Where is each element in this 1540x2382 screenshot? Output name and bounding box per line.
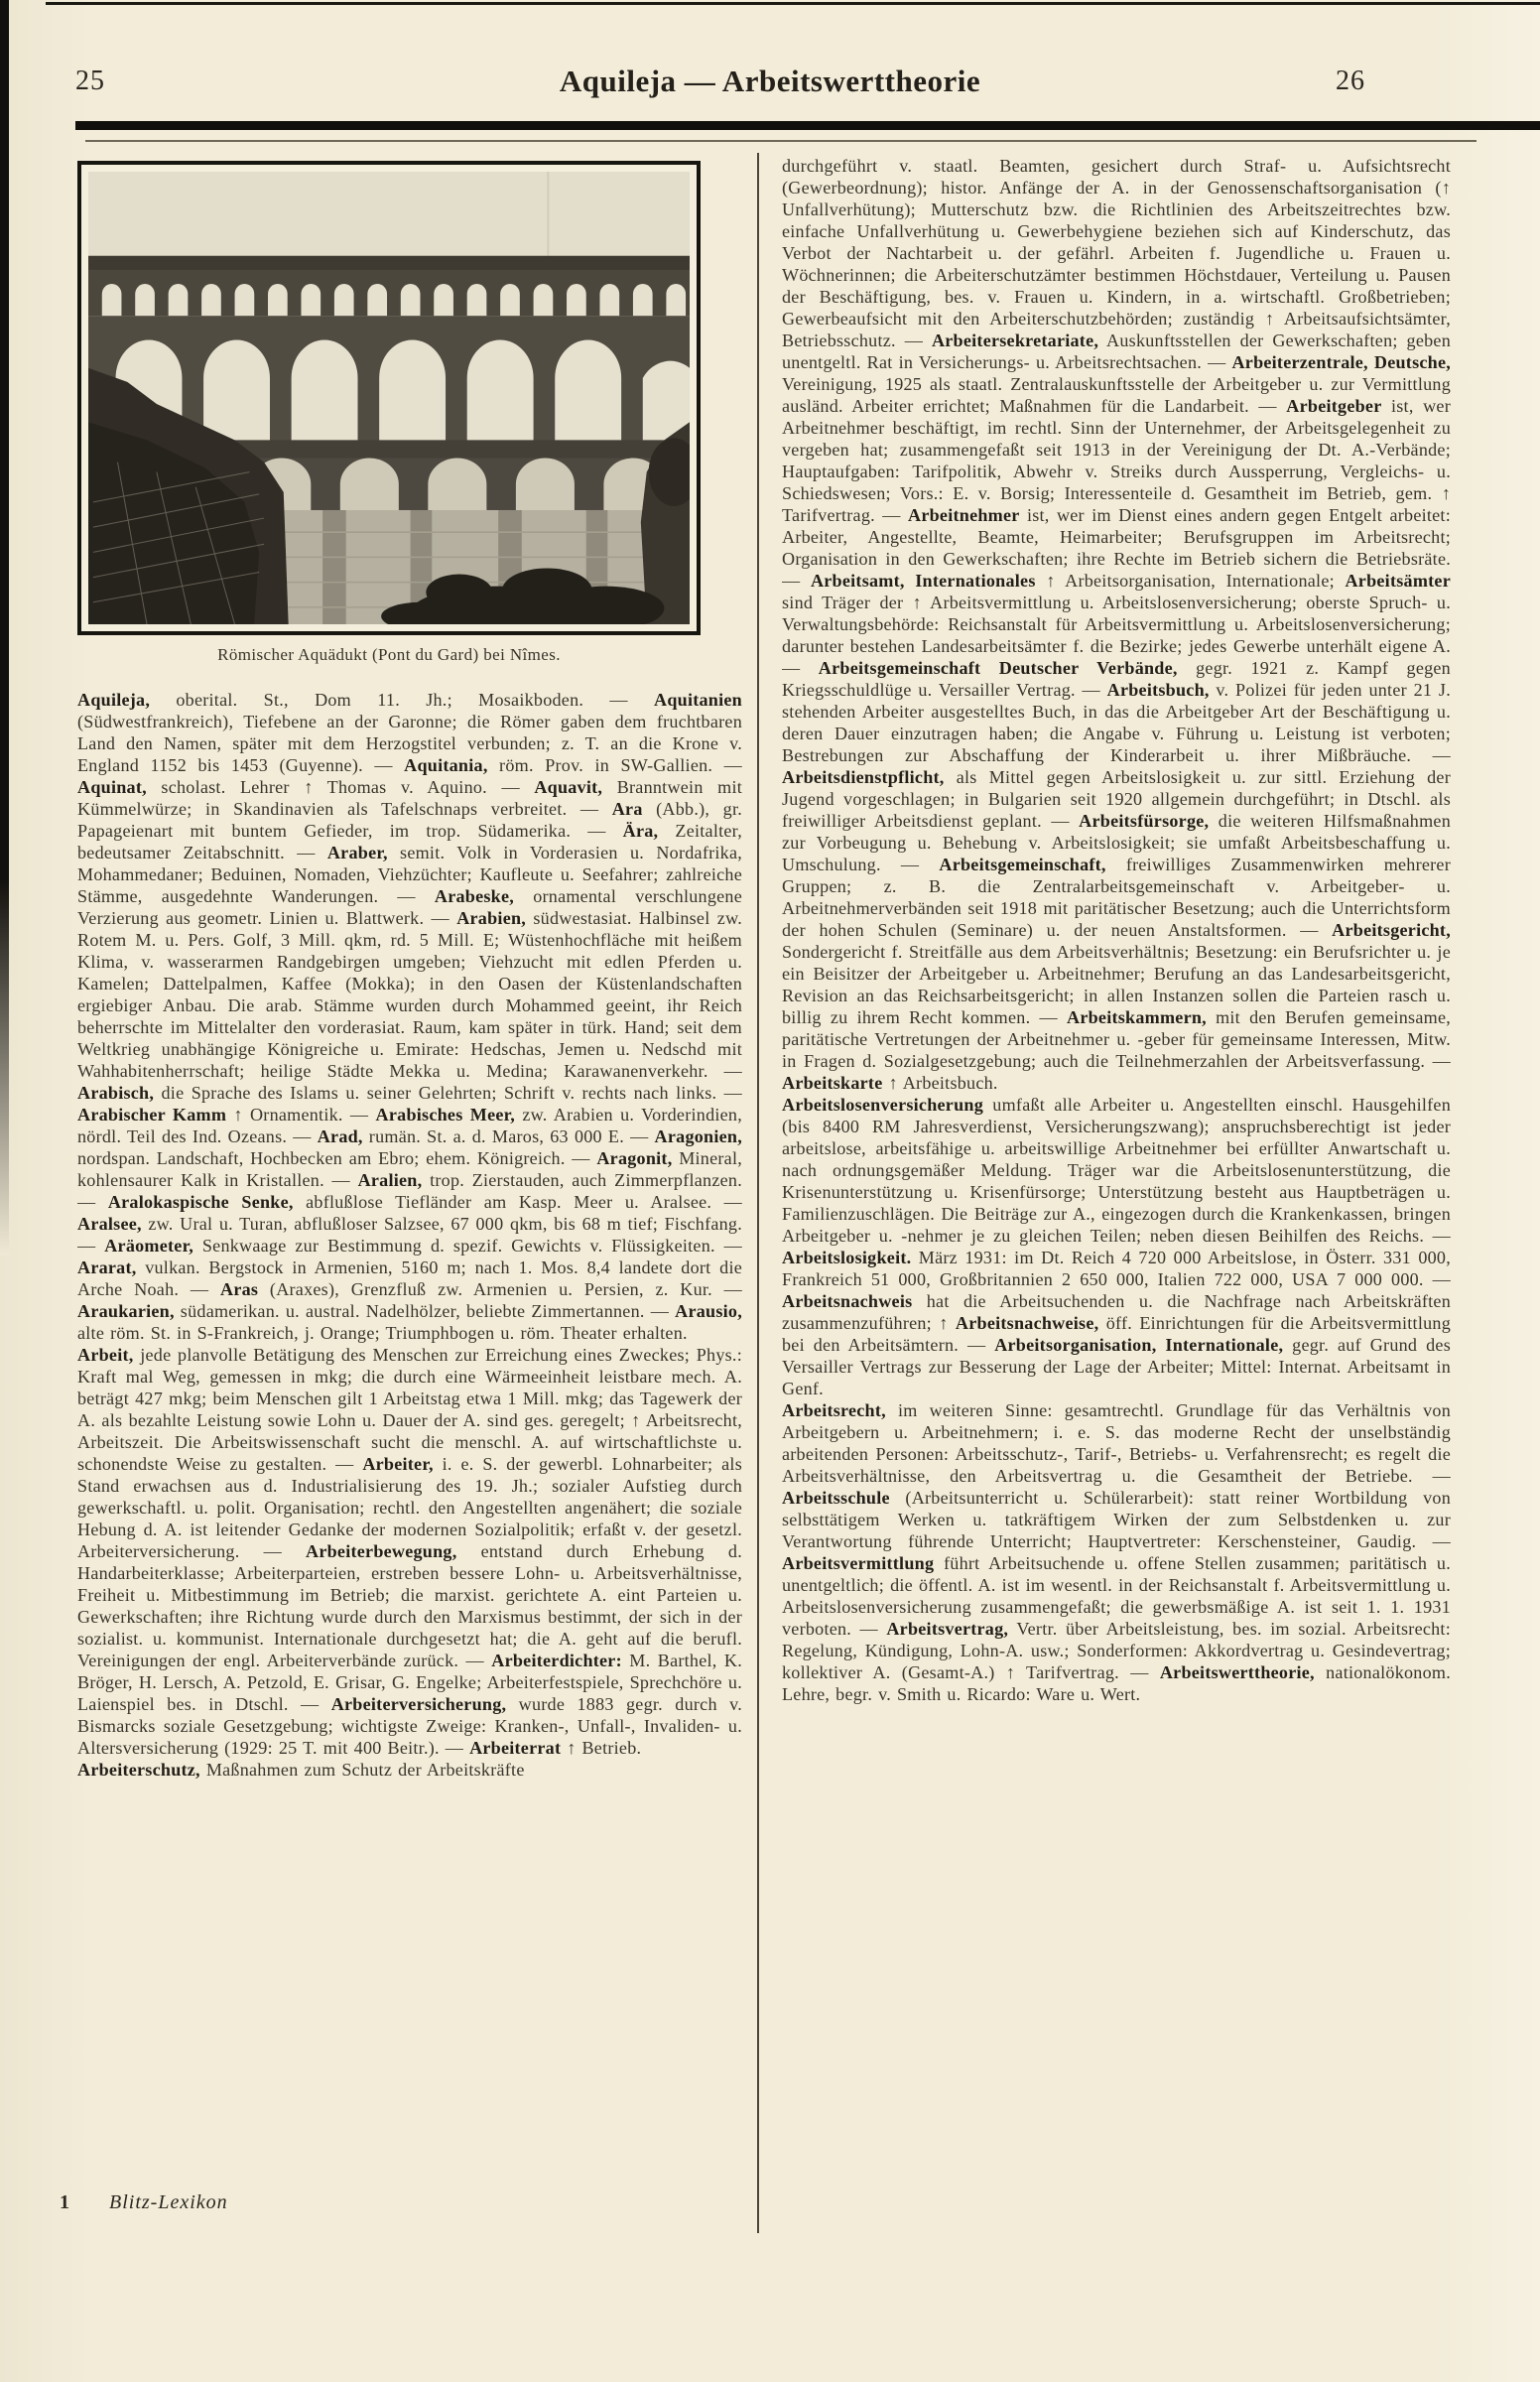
entry-headword: Aquinat, — [77, 777, 147, 797]
entry-text: zw. Ural u. Turan, abflußloser Salzsee, 67 000 qkm, bis 68 m tief; Fischfang. — — [77, 1214, 742, 1256]
entry-headword: Aquitania, — [404, 755, 488, 775]
entry-text: v. Polizei für jeden unter 21 J. stehenden Arbeiter ausgestelltes Buch, in das die Arbeitgeber Art der Beschäftigung u. deren Dauer einzutragen haben; die Angabe v. Führung u. Leistung ist verboten; Bestrebungen zur Abschaffung der Kinderarbeit u. ihrer Mißbräuche. — — [782, 680, 1451, 765]
entry-text: Vereinigung, 1925 als staatl. Zentralauskunftsstelle der Arbeitgeber u. zur Vermittlung ausländ. Arbeiter errichtet; Maßnahmen für die Landarbeit. — — [782, 374, 1451, 416]
imprint-label: Blitz-Lexikon — [109, 2191, 228, 2213]
entry-paragraph — [782, 1094, 1451, 1399]
entry-text: ↑ Betrieb. — [561, 1738, 642, 1758]
entry-headword: Arbeitsschule — [782, 1488, 890, 1508]
entry-headword: Arbeiterrat — [469, 1738, 562, 1758]
entry-headword: Aralsee, — [77, 1214, 142, 1234]
header-rule-thin — [85, 140, 1476, 142]
entry-headword: Arbeitslosenversicherung — [782, 1095, 983, 1115]
entry-text: öff. Einrichtungen für die Arbeitsvermittlung bei den Arbeitsämtern. — — [782, 1313, 1451, 1355]
entry-headword: Arbeitsvermittlung — [782, 1553, 935, 1573]
scan-edge-top — [46, 2, 1540, 5]
entry-headword: Arbeiterbewegung, — [306, 1541, 457, 1561]
entry-headword: Arbeitsämter — [1345, 571, 1451, 591]
entry-headword: Aragonit, — [596, 1148, 673, 1168]
entry-text: sind Träger der ↑ Arbeitsvermittlung u. Arbeitslosenversicherung; oberste Spruch- u. Verwaltungsbehörde: Reichsanstalt für Arbeitsvermittlung u. Arbeitslosenversicherung; darunter bestehen Landesarbeitsämter f. die Bezirke; jedes Gewerbe unterhält eigene A. — — [782, 593, 1451, 678]
entry-text: vulkan. Bergstock in Armenien, 5160 m; nach 1. Mos. 8,4 landete dort die Arche Noah. — — [77, 1257, 742, 1299]
entry-headword: Aräometer, — [104, 1236, 193, 1256]
entry-headword: Arbeitsgericht, — [1332, 920, 1451, 940]
entry-text: als Mittel gegen Arbeitslosigkeit u. zur sittl. Erziehung der Jugend vorgeschlagen; in Bulgarien seit 1920 allgemein durchgeführt; in Dtschl. als freiwilliger Arbeitsdienst geplant. — — [782, 767, 1451, 831]
entry-headword: Arbeitnehmer — [908, 505, 1020, 525]
entry-text: wurde 1883 gegr. durch v. Bismarcks soziale Gesetzgebung; wichtigste Zweige: Kranken-, Unfall-, Invaliden- u. Altersversicherung (1929: 25 T. mit 400 Beitr.). — — [77, 1694, 742, 1758]
entry-headword: Arausio, — [675, 1301, 742, 1321]
entry-text: nationalökonom. Lehre, begr. v. Smith u. Ricardo: Ware u. Wert. — [782, 1662, 1451, 1704]
entry-text: führt Arbeitsuchende u. offene Stellen zusammen; paritätisch u. unentgeltlich; die öffentl. A. ist im wesentl. in der Reichsanstalt f. Arbeitsvermittlung u. Arbeitslosenversicherung zusammengefaßt; die gewerbsmäßige A. ist seit 1. 1. 1931 verboten. — — [782, 1553, 1451, 1639]
entry-headword: Arbeitsfürsorge, — [1079, 811, 1210, 831]
entry-headword: Arbeiterversicherung, — [330, 1694, 507, 1714]
entry-headword: Arabeske, — [434, 886, 515, 906]
entry-text: gegr. 1921 z. Kampf gegen Kriegsschuldlüge u. Versailler Vertrag. — — [782, 658, 1451, 700]
entry-headword: Arbeitsnachweise, — [955, 1313, 1099, 1333]
entry-text: die weiteren Hilfsmaßnahmen zur Vorbeugung u. Behebung v. Arbeitslosigkeit; sie umfaßt Arbeitsbeschaffung u. Umschulung. — — [782, 811, 1451, 874]
entry-headword: Ära, — [622, 821, 659, 841]
entry-text: Mineral, kohlensaurer Kalk in Kristallen. — — [77, 1148, 742, 1190]
entry-text: (Araxes), Grenzfluß zw. Armenien u. Persien, z. Kur. — — [258, 1279, 742, 1299]
entry-paragraph — [77, 689, 742, 1344]
entry-text: die Sprache des Islams u. seiner Gelehrten; Schrift v. rechts nach links. — — [154, 1083, 742, 1103]
entry-text: oberital. St., Dom 11. Jh.; Mosaikboden. — — [150, 690, 655, 710]
entry-text: im weiteren Sinne: gesamtrechtl. Grundlage für das Verhältnis von Arbeitgebern u. Arbeitnehmern; i. e. S. das moderne Recht der unselbständig arbeitenden Personen: Arbeitsschutz-, Tarif-, Betriebs- u. Verfahrensrecht; es regelt die Arbeitsverhältnisse, den Arbeitsvertrag u. die Gesamtheit der Betriebe. — — [782, 1400, 1451, 1486]
page-number-left: 25 — [75, 66, 105, 96]
entry-text: abflußlose Tiefländer am Kasp. Meer u. Aralsee. — — [293, 1192, 742, 1212]
entry-headword: Arbeitsgemeinschaft, — [939, 855, 1106, 874]
entry-headword: Arbeitersekretariate, — [931, 331, 1099, 350]
entry-headword: Arad, — [317, 1126, 363, 1146]
entry-text: scholast. Lehrer ↑ Thomas v. Aquino. — — [146, 777, 535, 797]
entry-text: umfaßt alle Arbeiter u. Angestellten einschl. Hausgehilfen (bis 8400 RM Jahresverdienst, Versicherungszwang); anspruchsberechtigt ist jeder arbeitslose, arbeitsfähige u. arbeitswillige Arbeitnehmer bei erfüllter Anwartschaft u. nach ordnungsgemäßer Meldung. Träger war die Arbeitslosenunterstützung, die Krisenunterstützung u. Krisenfürsorge; Unterstützung besteht aus Hauptbeträgen u. Familienzuschlägen. Die Beiträge zur A., eingezogen durch die Krankenkassen, bringen Arbeitgeber u. -nehmer je zu gleichen Teilen; neben diesen Beihilfen des Reichs. — — [782, 1095, 1451, 1246]
running-title: Aquileja — Arbeitswerttheorie — [559, 64, 981, 98]
entry-text: röm. Prov. in SW-Gallien. — — [487, 755, 742, 775]
entry-text: ist, wer Arbeitnehmer beschäftigt, im rechtl. Sinn der Unternehmer, der Arbeitsgelegenheit zu vergeben hat; zusammengefaßt seit 1913 in der Vereinigung der Dt. A.-Verbände; Hauptaufgaben: Tarifpolitik, Abwehr v. Streiks durch Aussperrung, Vergleichs- u. Schiedswesen; Vors.: E. v. Borsig; Interessenteile d. Gesamtheit im Betrieb, gem. ↑ Tarifvertrag. — — [782, 396, 1451, 525]
entry-headword: Arbeitsgemeinschaft Deutscher Verbände, — [818, 658, 1178, 678]
entry-text: hat die Arbeitsuchenden u. die Nachfrage nach Arbeitskräften zusammenzuführen; ↑ — [782, 1291, 1451, 1333]
entry-text: durchgeführt v. staatl. Beamten, gesichert durch Straf- u. Aufsichtsrecht (Gewerbeordnung); histor. Anfänge der A. in der Genossenschaftsorganisation (↑ Unfallverhütung); Mutterschutz bzw. die Richtlinien des Arbeitszeitrechtes bzw. einfache Unfallverhütung u. Gewerbehygiene beziehen sich auf Kinderschutz, das Verbot der Nachtarbeit u. der gefährl. Arbeiten f. Jugendliche u. Frauen u. Wöchnerinnen; die Arbeiterschutzämter bestimmen Höchstdauer, Verteilung u. Pausen der Beschäftigung, bes. v. Frauen u. Kindern, in a. wirtschaftl. Großbetrieben; Gewerbeaufsicht mit den Arbeiterschutzbehörden; zuständig ↑ Arbeitsaufsichtsämter, Betriebsschutz. — — [782, 156, 1451, 350]
entry-headword: Aquavit, — [534, 777, 603, 797]
entry-text: i. e. S. der gewerbl. Lohnarbeiter; als Stand erwachsen aus d. Industrialisierung des 19. Jh.; sozialer Aufstieg durch gewerkschaftl. u. polit. Organisation; rechtl. den Angestellten angenähert; die soziale Hebung d. A. ist leitender Gedanke der modernen Sozialpolitik; erfaßt v. der gesetzl. Arbeiterversicherung. — — [77, 1454, 742, 1561]
entry-text: freiwilliges Zusammenwirken mehrerer Gruppen; z. B. die Zentralarbeitsgemeinschaft v. Arbeitgeber- u. Arbeitnehmerverbänden seit 1918 mit paritätischer Besetzung; auch die Unterrichtsform der hohen Schulen (Seminare) u. der neuen Anstaltsformen. — — [782, 855, 1451, 940]
text-column-right — [782, 155, 1451, 2231]
entry-text: ↑ Arbeitsorganisation, Internationale; — [1035, 571, 1346, 591]
entry-text: Branntwein mit Kümmelwürze; in Skandinavien als Tafelschnaps verbreitet. — — [77, 777, 742, 819]
entry-paragraph — [77, 1759, 742, 1781]
entry-text: jede planvolle Betätigung des Menschen zur Erreichung eines Zweckes; Phys.: Kraft mal Weg, gemessen in mkg; die durch eine Wärmeeinheit leistbare mech. A. beträgt 427 mkg; beim Menschen gilt 1 Arbeitstag etwa 1 Mill. mkg; das Tagewerk der A. als bezahlte Leistung sowie Lohn u. Dauer der A. sind ges. geregelt; ↑ Arbeitsrecht, Arbeitszeit. Die Arbeitswissenschaft sucht die menschl. A. auf wirtschaftlichste u. schonendste Weise zu gestalten. — — [77, 1345, 742, 1474]
entry-headword: Aras — [220, 1279, 259, 1299]
entry-headword: Arbeitgeber — [1286, 396, 1382, 416]
aqueduct-photo — [88, 172, 690, 624]
text-column-left — [77, 689, 742, 2193]
entry-headword: Arbeitsdienstpflicht, — [782, 767, 945, 787]
entry-headword: Aragonien, — [654, 1126, 742, 1146]
entry-text: (Abb.), gr. Papageienart mit buntem Gefieder, im trop. Südamerika. — — [77, 799, 742, 841]
entry-text: südamerikan. u. austral. Nadelhölzer, beliebte Zimmertannen. — — [174, 1301, 676, 1321]
entry-headword: Aquileja, — [77, 690, 151, 710]
entry-headword: Arbeitsvertrag, — [886, 1619, 1009, 1639]
entry-headword: Ararat, — [77, 1257, 137, 1277]
entry-text: Maßnahmen zum Schutz der Arbeitskräfte — [199, 1760, 525, 1780]
entry-headword: Arbeitsamt, Internationales — [810, 571, 1036, 591]
entry-text: (Südwestfrankreich), Tiefebene an der Garonne; die Römer gaben dem fruchtbaren Land den Namen, später mit dem Herzogstitel verbunden; z. T. an die Krone v. England 1152 bis 1453 (Guyenne). — — [77, 712, 742, 775]
entry-text: zw. Arabien u. Vorderindien, nördl. Teil des Ind. Ozeans. — — [77, 1105, 742, 1146]
entry-text: M. Barthel, K. Bröger, H. Lersch, A. Petzold, E. Grisar, G. Engelke; Arbeiterfestspiele, Sprechchöre u. Laienspiel bes. in Dtschl. — — [77, 1651, 742, 1714]
page-footer — [60, 2191, 228, 2214]
photo-caption: Römischer Aquädukt (Pont du Gard) bei Nîmes. — [217, 645, 561, 664]
entry-headword: Arbeiterschutz, — [77, 1760, 200, 1780]
entry-headword: Aquitanien — [654, 690, 742, 710]
entry-text: (Arbeitsunterricht u. Schülerarbeit): statt reiner Wortbildung von selbsttätigem Werken u. tatkräftigem Wirken der zum Selbstdenken u. zur Verantwortung führende Unterricht; Hauptvertreter: Kerschensteiner, Gaudig. — — [782, 1488, 1451, 1551]
header-rule-thick — [75, 121, 1540, 130]
entry-headword: Arbeiter, — [362, 1454, 434, 1474]
upper-tier — [88, 256, 690, 317]
entry-headword: Arabien, — [456, 908, 527, 928]
entry-headword: Arbeit, — [77, 1345, 134, 1365]
entry-headword: Aralien, — [357, 1170, 423, 1190]
entry-headword: Ara — [611, 799, 643, 819]
entry-text: ↑ Ornamentik. — — [226, 1105, 376, 1125]
entry-text: Auskunftsstellen der Gewerkschaften; geben unentgeltl. Rat in Versicherungs- u. Arbeitsrechtsachen. — — [782, 331, 1451, 372]
entry-text: Senkwaage zur Bestimmung d. spezif. Gewichts v. Flüssigkeiten. — — [192, 1236, 742, 1256]
entry-paragraph — [782, 155, 1451, 1094]
entry-headword: Arabisch, — [77, 1083, 155, 1103]
entry-headword: Araber, — [326, 843, 388, 862]
entry-text: mit den Berufen gemeinsame, paritätische Vertretungen der Arbeitnehmer u. -geber für gemeinsame Interessen, Mitw. in Fragen d. Sozialgesetzgebung; auch die Teilnehmerzahlen der Arbeitsverfassung. — — [782, 1007, 1451, 1071]
entry-text: rumän. St. a. d. Maros, 63 000 E. — — [362, 1126, 655, 1146]
entry-text: ornamental verschlungene Verzierung aus geometr. Linien u. Blattwerk. — — [77, 886, 742, 928]
entry-paragraph — [77, 1344, 742, 1759]
entry-text: entstand durch Erhebung d. Handarbeiterklasse; Arbeiterparteien, erstreben bessere Lohn- u. Arbeitsverhältnisse, Freiheit u. Mitbestimmung im Betrieb; die marxist. gerichtete A. eint Parteien u. Gewerkschaften; ihre Richtung wurde durch den Marxismus bestimmt, der sich in der sozialist. u. kommunist. Internationale durchgesetzt hat; die A. geht auf die berufl. Vereinigungen der engl. Arbeiterverbände zurück. — — [77, 1541, 742, 1670]
entry-text: ist, wer im Dienst eines andern gegen Entgelt arbeitet: Arbeiter, Angestellte, Beamte, Heimarbeiter; Berufsgruppen im Arbeitsrecht; Organisation in den Gewerkschaften; ihre Rechte im Betrieb sichern die Betriebsräte. — — [782, 505, 1451, 591]
entry-text: ↑ Arbeitsbuch. — [882, 1073, 998, 1093]
entry-headword: Aralokaspische Senke, — [107, 1192, 294, 1212]
entry-headword: Arabischer Kamm — [77, 1105, 227, 1125]
entry-text: Zeitalter, bedeutsamer Zeitabschnitt. — — [77, 821, 742, 862]
entry-headword: Arbeitsorganisation, Internationale, — [994, 1335, 1284, 1355]
entry-text: Vertr. über Arbeitsleistung, bes. im sozial. Arbeitsrecht: Regelung, Kündigung, Lohn-A. usw.; Sonderformen: Akkordvertrag u. Gesindevertrag; kollektiver A. (Gesamt-A.) ↑ Tarifvertrag. — — [782, 1619, 1451, 1682]
photo-frame — [77, 161, 701, 635]
entry-text: nordspan. Landschaft, Hochbecken am Ebro; ehem. Königreich. — — [77, 1148, 597, 1168]
entry-headword: Arbeiterzentrale, Deutsche, — [1231, 352, 1451, 372]
page-number-right: 26 — [1336, 66, 1365, 96]
column-divider-rule — [757, 153, 759, 2233]
entry-text: gegr. auf Grund des Versailler Vertrags zur Besserung der Lage der Arbeiter; Mittel: Internat. Arbeitsamt in Genf. — [782, 1335, 1451, 1398]
entry-headword: Arbeitsbuch, — [1106, 680, 1210, 700]
entry-text: südwestasiat. Halbinsel zw. Rotem M. u. Pers. Golf, 3 Mill. qkm, rd. 5 Mill. E; Wüstenhochfläche mit heißem Klima, v. wasserarmen Randgebirgen umgeben; Viehzucht mit edlen Pferden u. Kamelen; Dattelpalmen, Kaffee (Mokka); in den Oasen der Küstenlandschaften ergiebiger Anbau. Die arab. Stämme wurden durch Mohammed geeint, ihr Reich beherrschte im Mittelalter den vorderasiat. Raum, kam später in türk. Hand; seit dem Weltkrieg unabhängige Königreiche u. Emirate: Hedschas, Jemen u. Nedschd mit Wahhabitenherrschaft; heilige Städte Mekka u. Medina; Karawanenverkehr. — — [77, 908, 742, 1081]
entry-headword: Arbeitskarte — [782, 1073, 883, 1093]
entry-paragraph — [782, 1399, 1451, 1705]
entry-text: März 1931: im Dt. Reich 4 720 000 Arbeitslose, in Österr. 331 000, Frankreich 51 000, Großbritannien 2 650 000, Italien 722 000, USA 7 000 000. — — [782, 1248, 1451, 1289]
signature-mark: 1 — [60, 2191, 69, 2213]
entry-headword: Arbeitsnachweis — [782, 1291, 913, 1311]
entry-headword: Arbeiterdichter: — [491, 1651, 622, 1670]
entry-headword: Arabisches Meer, — [375, 1105, 516, 1125]
entry-text: alte röm. St. in S-Frankreich, j. Orange; Triumphbogen u. röm. Theater erhalten. — [77, 1323, 688, 1343]
entry-text: semit. Volk in Vorderasien u. Nordafrika, Mohammedaner; Beduinen, Nomaden, Viehzüchter; Kaufleute u. Seefahrer; zahlreiche Stämme, ausgedehnte Wanderungen. — — [77, 843, 742, 906]
entry-headword: Araukarien, — [77, 1301, 175, 1321]
entry-headword: Arbeitsrecht, — [782, 1400, 886, 1420]
entry-text: trop. Zierstauden, auch Zimmerpflanzen. — — [77, 1170, 742, 1212]
entry-headword: Arbeitskammern, — [1067, 1007, 1207, 1027]
scan-edge-left — [0, 0, 9, 1256]
entry-headword: Arbeitslosigkeit. — [782, 1248, 912, 1267]
entry-headword: Arbeitswerttheorie, — [1159, 1662, 1315, 1682]
entry-text: Sondergericht f. Streitfälle aus dem Arbeitsverhältnis; Besetzung: ein Berufsrichter u. je ein Beisitzer der Arbeitgeber u. Arbeitnehmer; Berufung an das Landesarbeitsgericht, Revision an das Reichsarbeitsgericht; in allen Instanzen sollen die Parteien rasch u. billig zu ihrem Recht kommen. — — [782, 942, 1451, 1027]
